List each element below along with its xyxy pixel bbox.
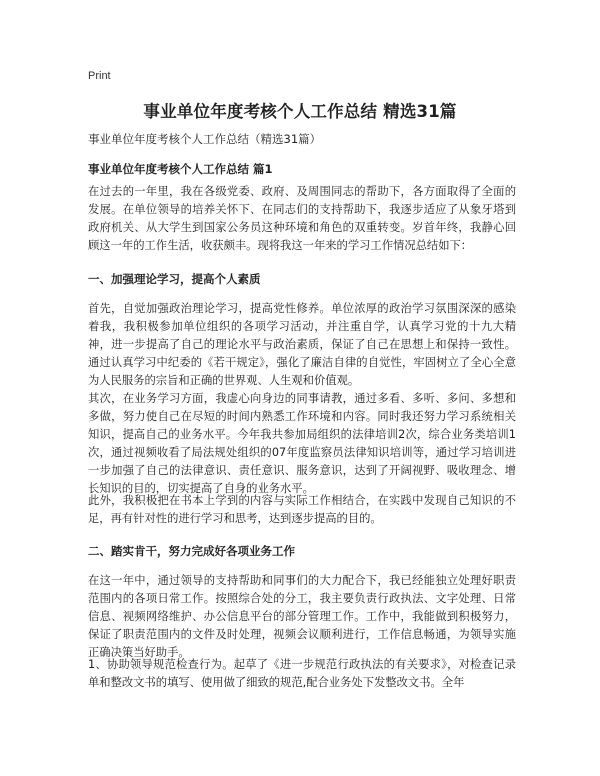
document-subtitle: 事业单位年度考核个人工作总结（精选31篇） bbox=[88, 132, 322, 146]
article-heading: 事业单位年度考核个人工作总结 篇1 bbox=[88, 162, 273, 176]
section-1-paragraph-2: 其次，在业务学习方面，我虚心向身边的同事请教，通过多看、多听、多问、多想和多做，努力使自己在尽短的时间内熟悉工作环境和内容。同时我还努力学习系统相关知识，提高自己的业务水平。今年我共参加局组织的法律培训2次，综合业务类培训1次，通过视频收看了局法规处组织的07年度监察员法律知识培训等，通过学习培训进一步加强了自己的法律意识、责任意识、服务意识，达到了开阔视野、吸收理念、增长知识的目的，切实提高了自身的业务水平。 bbox=[88, 392, 516, 495]
section-1-paragraph-1: 首先，自觉加强政治理论学习，提高党性修养。单位浓厚的政治学习氛围深深的感染着我，我积极参加单位组织的各项学习活动，并注重自学，认真学习党的十九大精神，进一步提高了自己的理论水平与政治素质，保证了自己在思想上和保持一致性。通过认真学习中纪委的《若干规定》，强化了廉洁自律的自觉性，牢固树立了全心全意为人民服务的宗旨和正确的世界观、人生观和价值观。 bbox=[88, 302, 516, 387]
section-2-paragraph-2: 1、协助领导规范检查行为。起草了《进一步规范行政执法的有关要求》，对检查记录单和整改文书的填写、使用做了细致的规范,配合业务处下发整改文书。全年 bbox=[88, 658, 516, 689]
intro-paragraph: 在过去的一年里，我在各级党委、政府、及周围同志的帮助下，各方面取得了全面的发展。在单位领导的培养关怀下、在同志们的支持帮助下，我逐步适应了从象牙塔到政府机关、从大学生到国家公务员这种环境和角色的双重转变。岁首年终，我静心回顾这一年的工作生活，收获颇丰。现将我这一年来的学习工作情况总结如下： bbox=[88, 185, 516, 252]
print-link[interactable]: Print bbox=[88, 70, 111, 82]
section-1-heading: 一、加强理论学习，提高个人素质 bbox=[88, 272, 261, 286]
section-2-heading: 二、踏实肯干，努力完成好各项业务工作 bbox=[88, 544, 295, 558]
section-2-paragraph-1: 在这一年中，通过领导的支持帮助和同事们的大力配合下，我已经能独立处理好职责范围内的各项日常工作。按照综合处的分工，我主要负责行政执法、文字处理、日常信息、视频网络维护、办公信息平台的部分管理工作。工作中，我能做到积极努力，保证了职责范围内的文件及时处理，视频会议顺利进行，工作信息畅通，为领导实施正确决策当好助手。 bbox=[88, 574, 516, 659]
section-1-paragraph-3: 此外，我积极把在书本上学到的内容与实际工作相结合，在实践中发现自己知识的不足，再有针对性的进行学习和思考，达到逐步提高的目的。 bbox=[88, 494, 516, 525]
document-title: 事业单位年度考核个人工作总结 精选31篇 bbox=[143, 102, 457, 121]
